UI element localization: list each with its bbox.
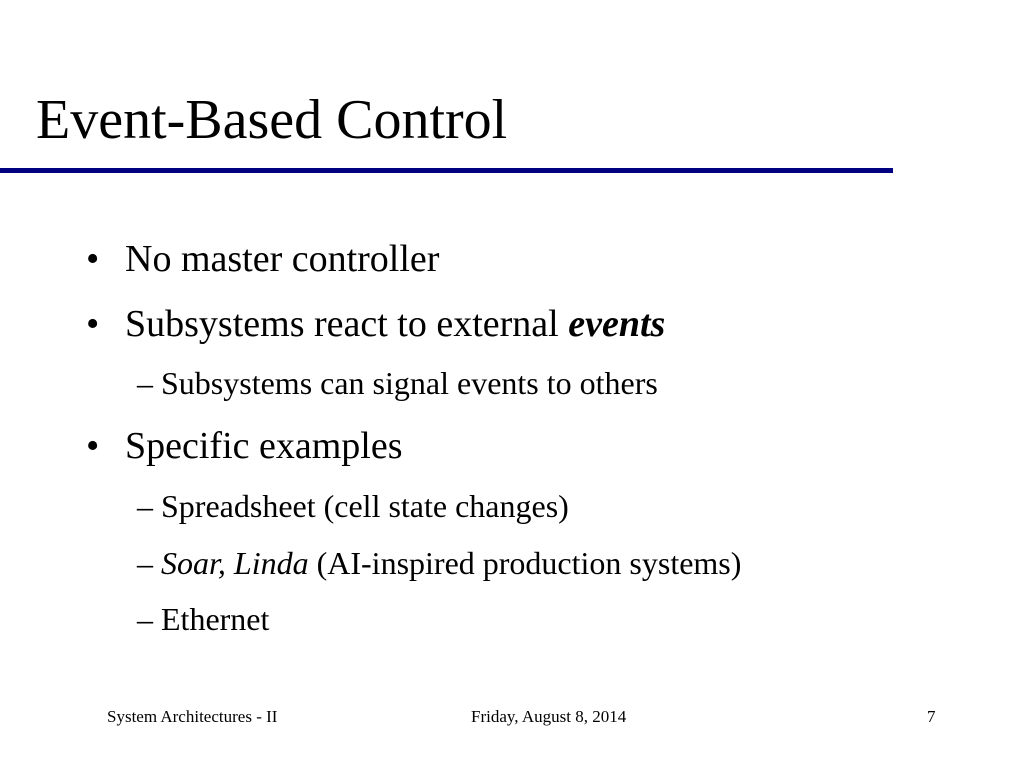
footer-page-number: 7: [927, 707, 936, 726]
bullet-marker: •: [86, 425, 100, 467]
bullet-item: [86, 240, 439, 278]
bullet-item: [86, 427, 403, 465]
bullet-item: [86, 305, 665, 343]
footer-date: Friday, August 8, 2014: [471, 707, 627, 726]
sub-bullet-italic: Soar, Linda: [161, 545, 309, 581]
bullet-text: Subsystems react to external: [125, 303, 569, 345]
sub-bullet-text: – Subsystems can signal events to others: [137, 365, 658, 401]
sub-bullet-prefix: –: [137, 545, 161, 581]
slide-title: Event-Based Control: [36, 89, 508, 151]
bullet-text: Specific examples: [125, 425, 403, 467]
sub-bullet-text: – Spreadsheet (cell state changes): [137, 488, 569, 524]
sub-bullet-text: – Ethernet: [137, 601, 270, 637]
footer-course-title: System Architectures - II: [107, 707, 278, 726]
sub-bullet-rest: (AI-inspired production systems): [308, 545, 742, 581]
bullet-marker: •: [86, 238, 100, 280]
sub-bullet-item: [137, 603, 269, 635]
bullet-emphasis: events: [568, 303, 666, 345]
sub-bullet-item: [137, 367, 658, 399]
sub-bullet-item: [137, 547, 741, 579]
bullet-text: No master controller: [125, 238, 440, 280]
bullet-marker: •: [86, 303, 100, 345]
sub-bullet-item: [137, 490, 569, 522]
